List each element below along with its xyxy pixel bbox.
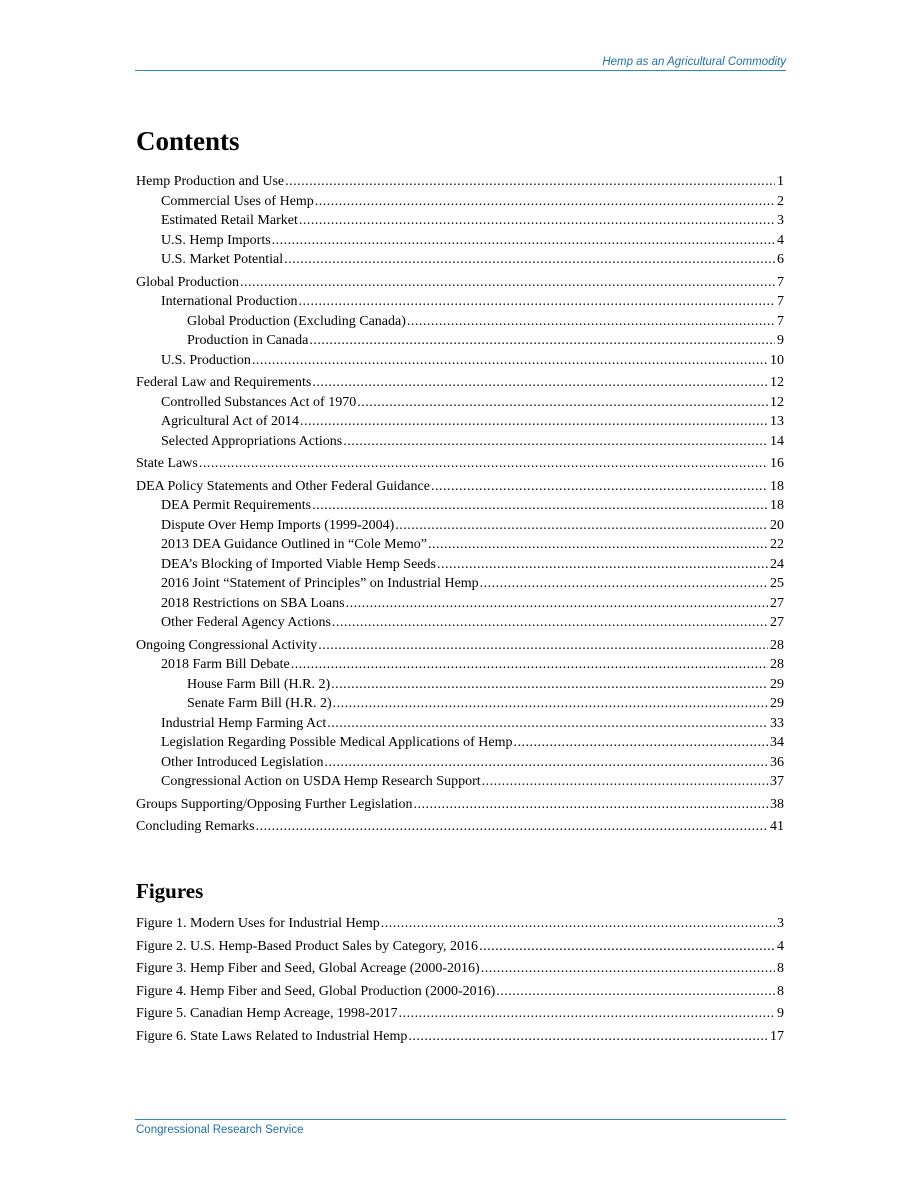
dot-leader: [408, 1027, 768, 1047]
toc-entry-label: Selected Appropriations Actions: [161, 433, 343, 449]
toc-entry[interactable]: [136, 373, 784, 393]
toc-entry-page: 18: [770, 478, 784, 494]
toc-entry-label: Agricultural Act of 2014: [161, 414, 300, 429]
toc-entry-label: Production in Canada: [187, 333, 309, 348]
toc-entry-label: Hemp Production and Use: [136, 174, 285, 189]
dot-leader: [309, 331, 775, 351]
figure-entry[interactable]: [136, 1004, 784, 1024]
dot-leader: [357, 393, 768, 413]
toc-entry-page: 9: [777, 1006, 784, 1021]
toc-entry-label: Dispute Over Hemp Imports (1999-2004): [161, 517, 395, 533]
toc-entry-page: 3: [777, 213, 784, 228]
toc-entry[interactable]: [136, 292, 784, 312]
toc-entry-page: 8: [777, 983, 784, 999]
toc-entry-label: DEA’s Blocking of Imported Viable Hemp Seeds: [161, 556, 436, 572]
running-footer: [135, 1119, 786, 1136]
toc-entry-label: 2013 DEA Guidance Outlined in “Cole Memo”: [161, 537, 427, 552]
toc-entry-page: 25: [770, 576, 784, 591]
toc-entry-page: 36: [770, 754, 784, 770]
dot-leader: [284, 250, 775, 270]
dot-leader: [414, 795, 769, 815]
figure-entry[interactable]: [136, 959, 784, 979]
toc-entry[interactable]: [136, 675, 784, 695]
toc-entry-page: 12: [770, 375, 784, 390]
toc-entry-label: Global Production: [136, 274, 240, 290]
footer-text: Congressional Research Service: [136, 1124, 304, 1136]
dot-leader: [431, 477, 768, 497]
toc-entry[interactable]: [136, 312, 784, 332]
toc-entry-label: Congressional Action on USDA Hemp Research Support: [161, 774, 481, 789]
dot-leader: [315, 192, 775, 212]
toc-entry-page: 4: [777, 232, 784, 248]
toc-entry[interactable]: [136, 273, 784, 293]
dot-leader: [199, 454, 768, 474]
toc-entry-page: 2: [777, 193, 784, 209]
toc-entry-label: 2016 Joint “Statement of Principles” on Industrial Hemp: [161, 576, 479, 591]
toc-entry[interactable]: [136, 516, 784, 536]
toc-entry-page: 20: [770, 517, 784, 533]
dot-leader: [252, 351, 768, 371]
toc-entry-label: Other Introduced Legislation: [161, 754, 324, 770]
toc-entry-label: Figure 5. Canadian Hemp Acreage, 1998-2017: [136, 1006, 398, 1021]
dot-leader: [298, 292, 775, 312]
toc-entry-page: 33: [770, 715, 784, 731]
dot-leader: [399, 1004, 775, 1024]
toc-entry-page: 9: [777, 333, 784, 348]
table-of-contents: [136, 172, 784, 837]
toc-entry[interactable]: [136, 412, 784, 432]
toc-entry[interactable]: [136, 496, 784, 516]
toc-entry-page: 6: [777, 252, 784, 267]
figures-heading: Figures: [136, 879, 204, 903]
toc-entry[interactable]: [136, 613, 784, 633]
dot-leader: [407, 312, 775, 332]
dot-leader: [285, 172, 775, 192]
toc-entry-page: 3: [777, 916, 784, 931]
toc-entry[interactable]: [136, 454, 784, 474]
toc-entry-label: Senate Farm Bill (H.R. 2): [187, 696, 332, 711]
toc-entry[interactable]: [136, 432, 784, 452]
toc-entry-label: Commercial Uses of Hemp: [161, 193, 314, 209]
dot-leader: [482, 772, 768, 792]
toc-entry[interactable]: [136, 477, 784, 497]
toc-entry-label: Controlled Substances Act of 1970: [161, 394, 357, 410]
toc-entry[interactable]: [136, 351, 784, 371]
toc-entry-page: 29: [770, 676, 784, 692]
toc-entry-page: 10: [770, 352, 784, 368]
dot-leader: [333, 694, 768, 714]
toc-entry-label: Concluding Remarks: [136, 819, 255, 834]
dot-leader: [291, 655, 768, 675]
figure-entry[interactable]: [136, 914, 784, 934]
dot-leader: [299, 211, 775, 231]
toc-entry[interactable]: [136, 231, 784, 251]
toc-entry-label: Figure 3. Hemp Fiber and Seed, Global Acreage (2000-2016): [136, 961, 480, 976]
toc-entry-page: 7: [777, 313, 784, 329]
dot-leader: [318, 636, 768, 656]
toc-entry[interactable]: [136, 172, 784, 192]
toc-entry-page: 8: [777, 961, 784, 976]
toc-entry-label: Global Production (Excluding Canada): [187, 313, 406, 329]
list-of-figures: [136, 914, 784, 1049]
toc-entry-page: 12: [770, 394, 784, 410]
dot-leader: [514, 733, 769, 753]
dot-leader: [272, 231, 775, 251]
toc-entry[interactable]: [136, 594, 784, 614]
toc-entry-page: 37: [770, 774, 784, 789]
dot-leader: [325, 753, 768, 773]
toc-entry-page: 29: [770, 696, 784, 711]
toc-entry-label: Legislation Regarding Possible Medical Applications of Hemp: [161, 735, 513, 750]
toc-entry-page: 28: [770, 657, 784, 672]
toc-entry-label: 2018 Restrictions on SBA Loans: [161, 595, 345, 611]
toc-entry[interactable]: [136, 192, 784, 212]
dot-leader: [479, 937, 775, 957]
dot-leader: [496, 982, 775, 1002]
toc-entry-label: DEA Policy Statements and Other Federal Guidance: [136, 478, 430, 494]
running-header-title: Hemp as an Agricultural Commodity: [602, 56, 786, 68]
toc-entry-label: Estimated Retail Market: [161, 213, 298, 228]
dot-leader: [240, 273, 775, 293]
dot-leader: [332, 613, 768, 633]
toc-entry-page: 27: [770, 595, 784, 611]
toc-entry-page: 16: [770, 456, 784, 471]
toc-entry-page: 24: [770, 556, 784, 572]
toc-entry-label: House Farm Bill (H.R. 2): [187, 676, 331, 692]
dot-leader: [300, 412, 768, 432]
figure-entry[interactable]: [136, 1027, 784, 1047]
toc-entry[interactable]: [136, 714, 784, 734]
dot-leader: [428, 535, 768, 555]
toc-entry-label: Figure 4. Hemp Fiber and Seed, Global Production (2000-2016): [136, 983, 496, 999]
toc-entry-page: 7: [777, 274, 784, 290]
toc-entry[interactable]: [136, 636, 784, 656]
toc-entry-page: 27: [770, 615, 784, 630]
toc-entry-label: 2018 Farm Bill Debate: [161, 657, 290, 672]
toc-entry[interactable]: [136, 694, 784, 714]
toc-entry[interactable]: [136, 393, 784, 413]
dot-leader: [395, 516, 768, 536]
toc-entry-page: 38: [770, 796, 784, 812]
dot-leader: [327, 714, 768, 734]
toc-entry-page: 41: [770, 819, 784, 834]
toc-entry-page: 13: [770, 414, 784, 429]
toc-entry-label: Figure 1. Modern Uses for Industrial Hemp: [136, 916, 380, 931]
toc-entry-page: 1: [777, 174, 784, 189]
dot-leader: [481, 959, 775, 979]
toc-entry[interactable]: [136, 331, 784, 351]
toc-entry-label: Figure 6. State Laws Related to Industrial Hemp: [136, 1028, 408, 1044]
toc-entry[interactable]: [136, 733, 784, 753]
dot-leader: [312, 373, 768, 393]
toc-entry-label: Other Federal Agency Actions: [161, 615, 331, 630]
toc-entry-label: Industrial Hemp Farming Act: [161, 715, 327, 731]
toc-entry-page: 34: [770, 735, 784, 750]
toc-entry-label: U.S. Hemp Imports: [161, 232, 271, 248]
toc-entry-label: U.S. Market Potential: [161, 252, 284, 267]
dot-leader: [331, 675, 768, 695]
toc-entry[interactable]: [136, 250, 784, 270]
running-header: [135, 56, 786, 71]
toc-entry-page: 17: [770, 1028, 784, 1044]
dot-leader: [437, 555, 768, 575]
figure-entry[interactable]: [136, 937, 784, 957]
dot-leader: [312, 496, 768, 516]
toc-entry-page: 14: [770, 433, 784, 449]
figure-entry[interactable]: [136, 982, 784, 1002]
toc-entry[interactable]: [136, 535, 784, 555]
toc-entry-page: 28: [770, 637, 784, 653]
toc-entry[interactable]: [136, 574, 784, 594]
toc-entry[interactable]: [136, 655, 784, 675]
toc-entry-label: Groups Supporting/Opposing Further Legislation: [136, 796, 413, 812]
toc-entry-page: 22: [770, 537, 784, 552]
toc-entry-label: State Laws: [136, 456, 198, 471]
toc-entry[interactable]: [136, 753, 784, 773]
toc-entry[interactable]: [136, 555, 784, 575]
toc-entry-label: Figure 2. U.S. Hemp-Based Product Sales by Category, 2016: [136, 938, 479, 954]
toc-entry-label: U.S. Production: [161, 352, 251, 368]
dot-leader: [346, 594, 768, 614]
toc-entry-label: Ongoing Congressional Activity: [136, 637, 318, 653]
toc-entry-page: 7: [777, 294, 784, 309]
contents-heading: Contents: [136, 126, 240, 156]
toc-entry[interactable]: [136, 795, 784, 815]
dot-leader: [256, 817, 768, 837]
toc-entry-label: DEA Permit Requirements: [161, 498, 312, 513]
toc-entry[interactable]: [136, 817, 784, 837]
dot-leader: [480, 574, 768, 594]
dot-leader: [343, 432, 768, 452]
toc-entry-label: International Production: [161, 294, 298, 309]
toc-entry-page: 4: [777, 938, 784, 954]
toc-entry[interactable]: [136, 211, 784, 231]
toc-entry-label: Federal Law and Requirements: [136, 375, 312, 390]
toc-entry-page: 18: [770, 498, 784, 513]
toc-entry[interactable]: [136, 772, 784, 792]
dot-leader: [381, 914, 775, 934]
